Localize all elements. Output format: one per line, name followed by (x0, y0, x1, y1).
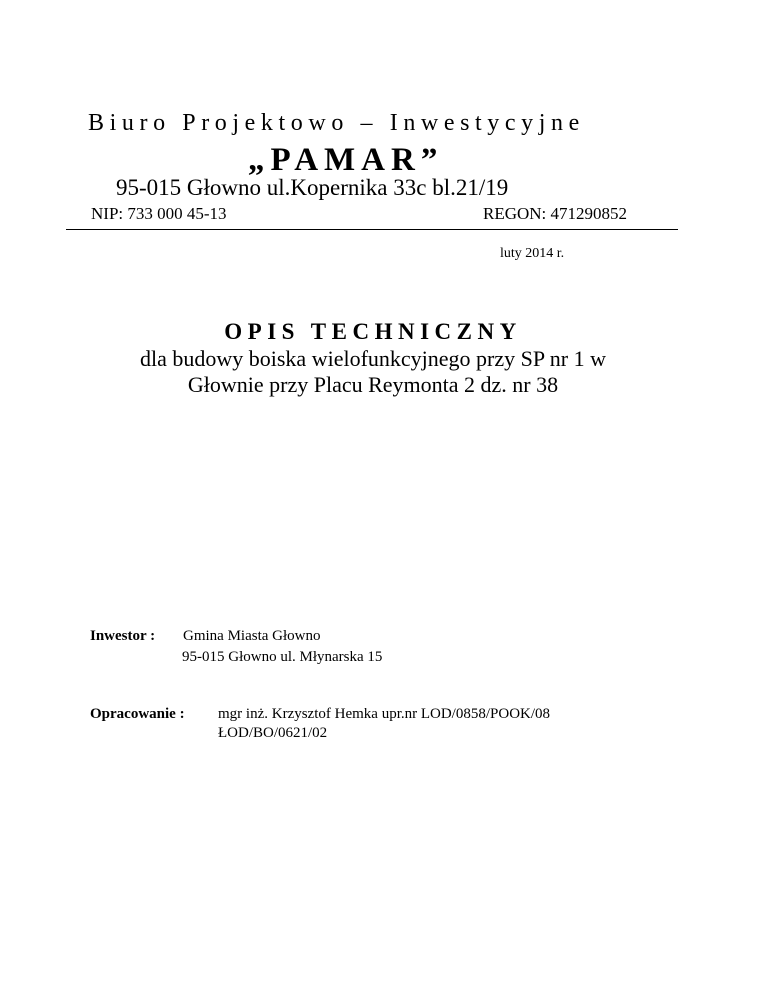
prepared-by-name: mgr inż. Krzysztof Hemka upr.nr LOD/0858/POOK/08 (218, 706, 551, 722)
document-title: OPIS TECHNICZNY (224, 319, 522, 344)
document-date: luty 2014 r. (500, 246, 565, 261)
document-subtitle-line-2: Głownie przy Placu Reymonta 2 dz. nr 38 (187, 372, 559, 397)
prepared-by-label: Opracowanie : (90, 706, 185, 722)
nip-number: NIP: 733 000 45-13 (91, 204, 227, 223)
investor-address: 95-015 Głowno ul. Młynarska 15 (182, 649, 383, 665)
investor-label: Inwestor : (90, 628, 156, 644)
document-subtitle-line-1: dla budowy boiska wielofunkcyjnego przy SP nr 1 w (139, 346, 606, 371)
title-block (84, 318, 662, 398)
company-name: „PAMAR” (248, 142, 444, 178)
regon-number: REGON: 471290852 (483, 204, 628, 223)
prepared-by-registration: ŁOD/BO/0621/02 (218, 725, 328, 741)
company-address: 95-015 Głowno ul.Kopernika 33c bl.21/19 (116, 175, 509, 200)
investor-name: Gmina Miasta Głowno (183, 628, 321, 644)
company-line: Biuro Projektowo – Inwestycyjne (88, 110, 585, 136)
header-divider (66, 229, 678, 230)
